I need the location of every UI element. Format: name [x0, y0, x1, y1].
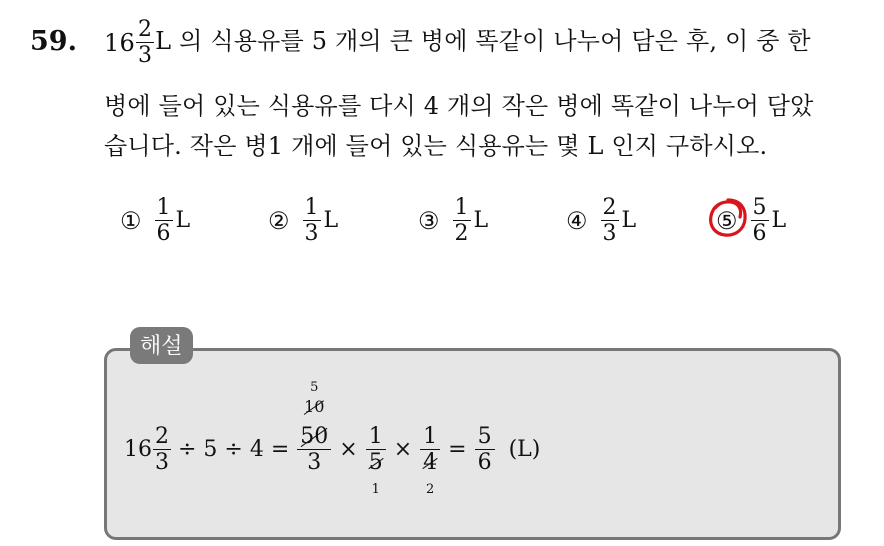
- question-line-1: [104, 18, 811, 67]
- question-line-1-text: L 의 식용유를 5 개의 큰 병에 똑같이 나누어 담은 후, 이 중 한: [155, 27, 811, 56]
- cancel-result-top: 5: [310, 380, 319, 395]
- choice-unit: L: [771, 208, 787, 234]
- equals-sign: =: [448, 437, 467, 463]
- cancel-result-bottom: 1: [371, 481, 380, 497]
- fraction-denominator: 5: [368, 450, 383, 476]
- cancel-result-mid: 10: [304, 397, 325, 416]
- choice-marker: [716, 207, 738, 235]
- fraction-denominator: 6: [477, 450, 492, 476]
- fraction-numerator: 1: [156, 195, 171, 220]
- question-line-2: 병에 들어 있는 식용유를 다시 4 개의 작은 병에 똑같이 나누어 담았: [104, 92, 814, 120]
- mixed-number: [104, 18, 155, 67]
- fraction-numerator: 2: [137, 17, 153, 42]
- fraction-denominator: 3: [155, 450, 169, 476]
- question-number: 59.: [30, 26, 77, 57]
- mixed-whole: 16: [104, 28, 135, 57]
- fraction-denominator: 6: [156, 221, 171, 247]
- fraction-numerator: 5: [752, 195, 767, 220]
- result-unit: (L): [508, 437, 541, 463]
- fraction-numerator: 1: [304, 195, 319, 220]
- fraction-numerator: 1: [366, 425, 386, 450]
- solution-tag: 해설: [130, 327, 193, 364]
- fraction-denominator: 6: [752, 221, 767, 247]
- choice-unit: L: [323, 208, 339, 234]
- fraction-numerator: 50: [300, 424, 329, 449]
- choice-marker-text: ⑤: [716, 206, 738, 235]
- fraction-numerator: 2: [155, 424, 169, 449]
- choice-fraction: [601, 196, 619, 245]
- fraction-denominator: 3: [602, 221, 617, 247]
- fraction-one-fifth: [366, 424, 386, 497]
- fraction-denominator: 2: [454, 221, 469, 247]
- solution-mixed-fraction: [153, 425, 171, 474]
- solution-equation: [124, 380, 541, 497]
- fraction-denominator: 4: [423, 450, 438, 476]
- choice-marker: ③: [418, 206, 440, 235]
- fraction-denominator: 3: [137, 43, 153, 69]
- choice-unit: L: [621, 208, 637, 234]
- fraction-numerator: 1: [420, 425, 440, 450]
- choice-marker: ①: [120, 206, 142, 235]
- mixed-fraction: [136, 18, 154, 67]
- choice-4[interactable]: [566, 196, 636, 245]
- question-line-3: 습니다. 작은 병1 개에 들어 있는 식용유는 몇 L 인지 구하시오.: [104, 132, 768, 160]
- division-steps: ÷ 5 ÷ 4 =: [178, 437, 290, 463]
- result-fraction: [475, 425, 495, 474]
- choice-fraction: [453, 196, 471, 245]
- choice-1[interactable]: [120, 196, 190, 245]
- choice-marker: ②: [268, 206, 290, 235]
- times-sign: ×: [339, 437, 358, 463]
- fraction-denominator: 3: [304, 221, 319, 247]
- fraction-one-fourth: [420, 424, 440, 497]
- fraction-denominator: 3: [307, 450, 322, 476]
- fraction-numerator: 1: [454, 195, 469, 220]
- choice-marker: ④: [566, 206, 588, 235]
- fraction-numerator: 5: [475, 425, 495, 450]
- choice-unit: L: [473, 208, 489, 234]
- choice-unit: L: [175, 208, 191, 234]
- choice-3[interactable]: [418, 196, 488, 245]
- solution-whole: 16: [124, 437, 152, 463]
- choice-2[interactable]: [268, 196, 338, 245]
- choice-fraction: [303, 196, 321, 245]
- improper-fraction: [297, 380, 331, 476]
- choice-fraction: [155, 196, 173, 245]
- answer-choices: [0, 196, 884, 266]
- choice-fraction: [751, 196, 769, 245]
- choice-5[interactable]: [716, 196, 786, 245]
- fraction-numerator: 2: [602, 195, 617, 220]
- cancel-result-bottom: 2: [426, 481, 435, 497]
- times-sign: ×: [393, 437, 413, 463]
